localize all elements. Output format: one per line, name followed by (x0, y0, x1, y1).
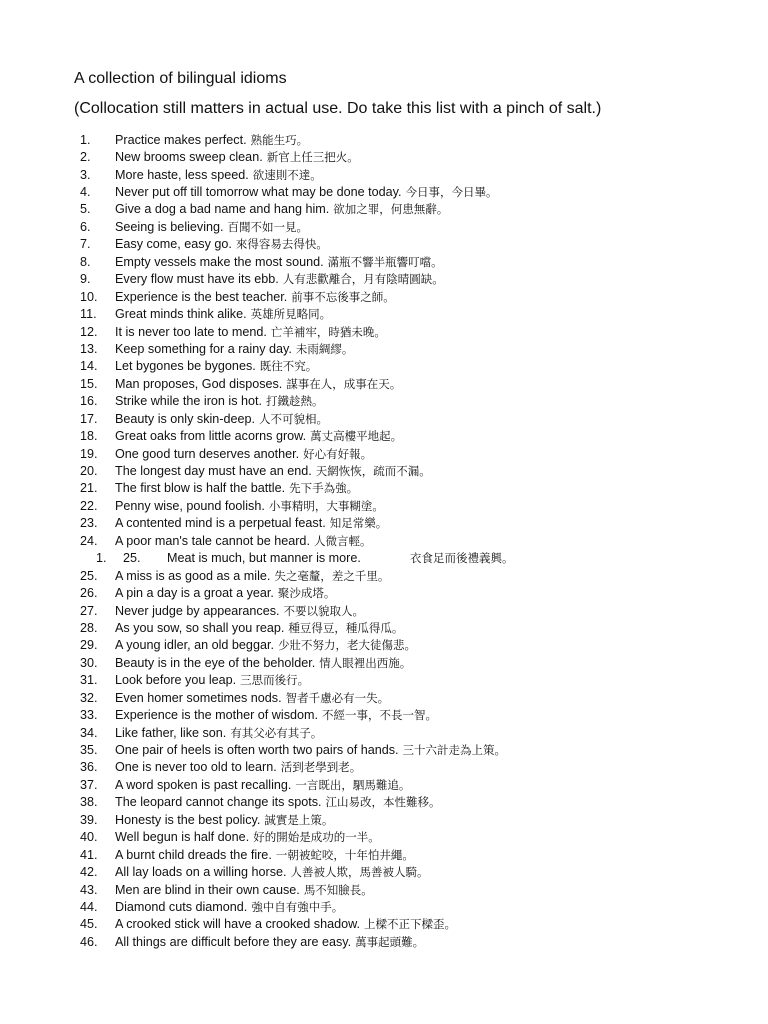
idiom-english: Every flow must have its ebb. (115, 272, 279, 287)
idiom-number: 16. (80, 394, 98, 409)
idiom-chinese: 好心有好報。 (303, 446, 373, 461)
idiom-number: 22. (80, 498, 98, 513)
idiom-english: Diamond cuts diamond. (115, 899, 248, 914)
idiom-english: Experience is the mother of wisdom. (115, 708, 318, 723)
idiom-number: 40. (80, 830, 98, 845)
idiom-chinese: 小事精明，大事糊塗。 (268, 498, 384, 513)
document-subtitle: (Collocation still matters in actual use. Do take this list with a pinch of salt.) (74, 100, 602, 117)
idiom-english: Great minds think alike. (115, 307, 247, 322)
idiom-english: Beauty is in the eye of the beholder. (115, 655, 316, 670)
idiom-chinese: 滿瓶不響半瓶響叮噹。 (327, 254, 443, 269)
idiom-number: 46. (80, 934, 98, 949)
idiom-chinese: 萬事起頭難。 (355, 934, 425, 949)
idiom-chinese: 天網恢恢，疏而不漏。 (315, 464, 431, 479)
idiom-subnumber: 25. (123, 551, 141, 566)
idiom-number: 8. (80, 254, 91, 269)
idiom-item (0, 776, 768, 793)
idiom-english: Let bygones be bygones. (115, 359, 256, 374)
idiom-number: 34. (80, 725, 98, 740)
idiom-number: 13. (80, 341, 98, 356)
idiom-chinese: 人微言輕。 (313, 533, 372, 548)
idiom-chinese: 先下手為強。 (289, 481, 359, 496)
idiom-english: Never judge by appearances. (115, 603, 280, 618)
idiom-item (0, 794, 768, 811)
idiom-chinese: 熟能生巧。 (250, 132, 309, 147)
idiom-number: 19. (80, 446, 98, 461)
idiom-item (0, 741, 768, 758)
idiom-item (0, 584, 768, 601)
idiom-chinese: 謀事在人，成事在天。 (286, 376, 402, 391)
idiom-chinese: 活到老學到老。 (280, 760, 362, 775)
idiom-english: Meat is much, but manner is more. (167, 551, 361, 566)
idiom-english: Give a dog a bad name and hang him. (115, 202, 330, 217)
idiom-item (0, 288, 768, 305)
idiom-item (0, 846, 768, 863)
idiom-chinese: 失之毫釐，差之千里。 (274, 568, 390, 583)
idiom-number: 14. (80, 359, 98, 374)
idiom-number: 21. (80, 481, 98, 496)
idiom-item (0, 689, 768, 706)
idiom-chinese: 不要以貌取人。 (283, 603, 365, 618)
idiom-english: Seeing is believing. (115, 219, 224, 234)
idiom-chinese: 種豆得豆，種瓜得瓜。 (288, 620, 404, 635)
idiom-item (0, 480, 768, 497)
idiom-item (0, 323, 768, 340)
idiom-chinese: 江山易改，本性難移。 (325, 795, 441, 810)
idiom-item (0, 201, 768, 218)
idiom-chinese: 既往不究。 (259, 359, 318, 374)
idiom-item (0, 759, 768, 776)
idiom-chinese: 三十六計走為上策。 (402, 743, 507, 758)
idiom-english: Great oaks from little acorns grow. (115, 429, 307, 444)
idiom-english: Beauty is only skin-deep. (115, 411, 256, 426)
idiom-number: 30. (80, 655, 98, 670)
idiom-number: 29. (80, 638, 98, 653)
idiom-english: Like father, like son. (115, 725, 227, 740)
idiom-english: The first blow is half the battle. (115, 481, 286, 496)
idiom-number: 18. (80, 429, 98, 444)
idiom-item (0, 829, 768, 846)
idiom-english: Man proposes, God disposes. (115, 376, 283, 391)
idiom-number: 5. (80, 202, 91, 217)
idiom-english: Penny wise, pound foolish. (115, 498, 265, 513)
idiom-chinese: 馬不知臉長。 (303, 882, 373, 897)
idiom-item (0, 497, 768, 514)
idiom-english: A burnt child dreads the fire. (115, 847, 272, 862)
idiom-english: Men are blind in their own cause. (115, 882, 300, 897)
idiom-item (0, 358, 768, 375)
idiom-number: 43. (80, 882, 98, 897)
idiom-number: 1. (80, 132, 91, 147)
idiom-english: All things are difficult before they are easy. (115, 934, 352, 949)
idiom-item (0, 410, 768, 427)
idiom-english: A contented mind is a perpetual feast. (115, 516, 326, 531)
idiom-item (0, 271, 768, 288)
idiom-item (0, 863, 768, 880)
idiom-chinese: 未雨綢繆。 (295, 341, 354, 356)
idiom-item (0, 567, 768, 584)
idiom-english: New brooms sweep clean. (115, 150, 263, 165)
idiom-item (0, 602, 768, 619)
idiom-chinese: 一朝被蛇咬，十年怕井繩。 (275, 847, 414, 862)
idiom-english: One good turn deserves another. (115, 446, 300, 461)
idiom-chinese: 欲速則不達。 (252, 167, 322, 182)
idiom-number: 20. (80, 464, 98, 479)
idiom-chinese: 智者千慮必有一失。 (285, 690, 390, 705)
idiom-number: 25. (80, 568, 98, 583)
idiom-number: 9. (80, 272, 91, 287)
idiom-english: Look before you leap. (115, 673, 237, 688)
document-title: A collection of bilingual idioms (74, 70, 287, 87)
idiom-item (0, 462, 768, 479)
idiom-number: 32. (80, 690, 98, 705)
idiom-item (0, 515, 768, 532)
idiom-number: 2. (80, 150, 91, 165)
idiom-chinese: 英雄所見略同。 (250, 307, 332, 322)
idiom-english: A pin a day is a groat a year. (115, 586, 274, 601)
idiom-item (0, 131, 768, 148)
idiom-number: 4. (80, 185, 91, 200)
idiom-number: 45. (80, 917, 98, 932)
idiom-chinese: 百聞不如一見。 (227, 219, 309, 234)
idiom-item (0, 724, 768, 741)
idiom-chinese: 萬丈高樓平地起。 (310, 429, 403, 444)
idiom-english: One is never too old to learn. (115, 760, 277, 775)
idiom-number: 3. (80, 167, 91, 182)
idiom-english: Never put off till tomorrow what may be done today. (115, 185, 402, 200)
idiom-english: A poor man's tale cannot be heard. (115, 533, 310, 548)
idiom-english: A miss is as good as a mile. (115, 568, 271, 583)
idiom-item (0, 550, 768, 567)
idiom-item (0, 637, 768, 654)
idiom-item (0, 672, 768, 689)
idiom-english: All lay loads on a willing horse. (115, 865, 287, 880)
idiom-number: 41. (80, 847, 98, 862)
idiom-english: A word spoken is past recalling. (115, 777, 292, 792)
idiom-number: 28. (80, 620, 98, 635)
idiom-item (0, 183, 768, 200)
idiom-english: Practice makes perfect. (115, 132, 247, 147)
idiom-item (0, 445, 768, 462)
idiom-item (0, 148, 768, 165)
idiom-item (0, 706, 768, 723)
idiom-english: Even homer sometimes nods. (115, 690, 282, 705)
idiom-number: 31. (80, 673, 98, 688)
idiom-number: 38. (80, 795, 98, 810)
idiom-chinese: 人善被人欺，馬善被人騎。 (290, 865, 429, 880)
idiom-list (0, 131, 768, 951)
idiom-english: One pair of heels is often worth two pairs of hands. (115, 743, 399, 758)
idiom-item (0, 253, 768, 270)
idiom-english: The leopard cannot change its spots. (115, 795, 322, 810)
idiom-chinese: 欲加之罪，何患無辭。 (333, 202, 449, 217)
idiom-english: Empty vessels make the most sound. (115, 254, 324, 269)
idiom-item (0, 916, 768, 933)
idiom-english: Strike while the iron is hot. (115, 394, 262, 409)
idiom-number: 35. (80, 743, 98, 758)
idiom-chinese: 誠實是上策。 (264, 812, 334, 827)
idiom-item (0, 375, 768, 392)
idiom-chinese: 打鐵趁熱。 (266, 394, 324, 409)
idiom-number: 37. (80, 777, 98, 792)
idiom-number: 15. (80, 376, 98, 391)
idiom-chinese: 知足常樂。 (329, 516, 388, 531)
idiom-item (0, 340, 768, 357)
idiom-number: 12. (80, 324, 98, 339)
idiom-number: 24. (80, 533, 98, 548)
idiom-chinese: 一言既出，駟馬難追。 (295, 777, 411, 792)
idiom-chinese: 前事不忘後事之師。 (291, 289, 395, 304)
idiom-chinese: 人不可貌相。 (259, 411, 329, 426)
idiom-chinese: 強中自有強中手。 (251, 899, 344, 914)
idiom-number: 33. (80, 708, 98, 723)
idiom-english: Experience is the best teacher. (115, 289, 288, 304)
idiom-chinese: 好的開始是成功的一半。 (253, 830, 380, 845)
idiom-chinese: 情人眼裡出西施。 (319, 655, 412, 670)
idiom-english: Honesty is the best policy. (115, 812, 261, 827)
idiom-english: Well begun is half done. (115, 830, 250, 845)
idiom-number: 23. (80, 516, 98, 531)
idiom-item (0, 811, 768, 828)
idiom-item (0, 654, 768, 671)
idiom-chinese: 三思而後行。 (240, 673, 310, 688)
idiom-item (0, 393, 768, 410)
idiom-chinese: 人有悲歡離合，月有陰晴圓缺。 (282, 272, 444, 287)
idiom-item (0, 427, 768, 444)
idiom-item (0, 619, 768, 636)
idiom-item (0, 236, 768, 253)
idiom-english: The longest day must have an end. (115, 464, 312, 479)
idiom-item (0, 305, 768, 322)
idiom-item (0, 933, 768, 950)
idiom-item (0, 166, 768, 183)
idiom-english: Easy come, easy go. (115, 237, 232, 252)
idiom-chinese: 亡羊補牢，時猶未晚。 (270, 324, 386, 339)
idiom-number: 11. (80, 307, 97, 322)
idiom-chinese: 今日事，今日畢。 (405, 185, 498, 200)
idiom-number: 44. (80, 899, 98, 914)
idiom-item (0, 532, 768, 549)
idiom-item (0, 898, 768, 915)
idiom-chinese: 新官上任三把火。 (266, 150, 359, 165)
idiom-item (0, 218, 768, 235)
idiom-number: 39. (80, 812, 98, 827)
idiom-number: 17. (80, 411, 98, 426)
idiom-chinese: 聚沙成塔。 (277, 586, 336, 601)
idiom-english: As you sow, so shall you reap. (115, 620, 285, 635)
idiom-chinese: 有其父必有其子。 (230, 725, 323, 740)
idiom-number: 26. (80, 586, 98, 601)
idiom-chinese: 少壯不努力，老大徒傷悲。 (277, 638, 416, 653)
idiom-chinese: 上樑不正下樑歪。 (364, 917, 457, 932)
idiom-english: More haste, less speed. (115, 167, 249, 182)
idiom-number: 1. (96, 551, 107, 566)
idiom-number: 7. (80, 237, 91, 252)
idiom-chinese: 衣食足而後禮義興。 (410, 551, 514, 566)
idiom-number: 36. (80, 760, 98, 775)
idiom-number: 6. (80, 219, 91, 234)
idiom-number: 42. (80, 865, 98, 880)
idiom-english: A young idler, an old beggar. (115, 638, 274, 653)
idiom-chinese: 來得容易去得快。 (235, 237, 328, 252)
idiom-item (0, 881, 768, 898)
idiom-english: It is never too late to mend. (115, 324, 267, 339)
idiom-chinese: 不經一事，不長一智。 (322, 708, 437, 723)
idiom-english: Keep something for a rainy day. (115, 341, 292, 356)
idiom-english: A crooked stick will have a crooked shadow. (115, 917, 361, 932)
idiom-number: 27. (80, 603, 98, 618)
idiom-number: 10. (80, 289, 98, 304)
